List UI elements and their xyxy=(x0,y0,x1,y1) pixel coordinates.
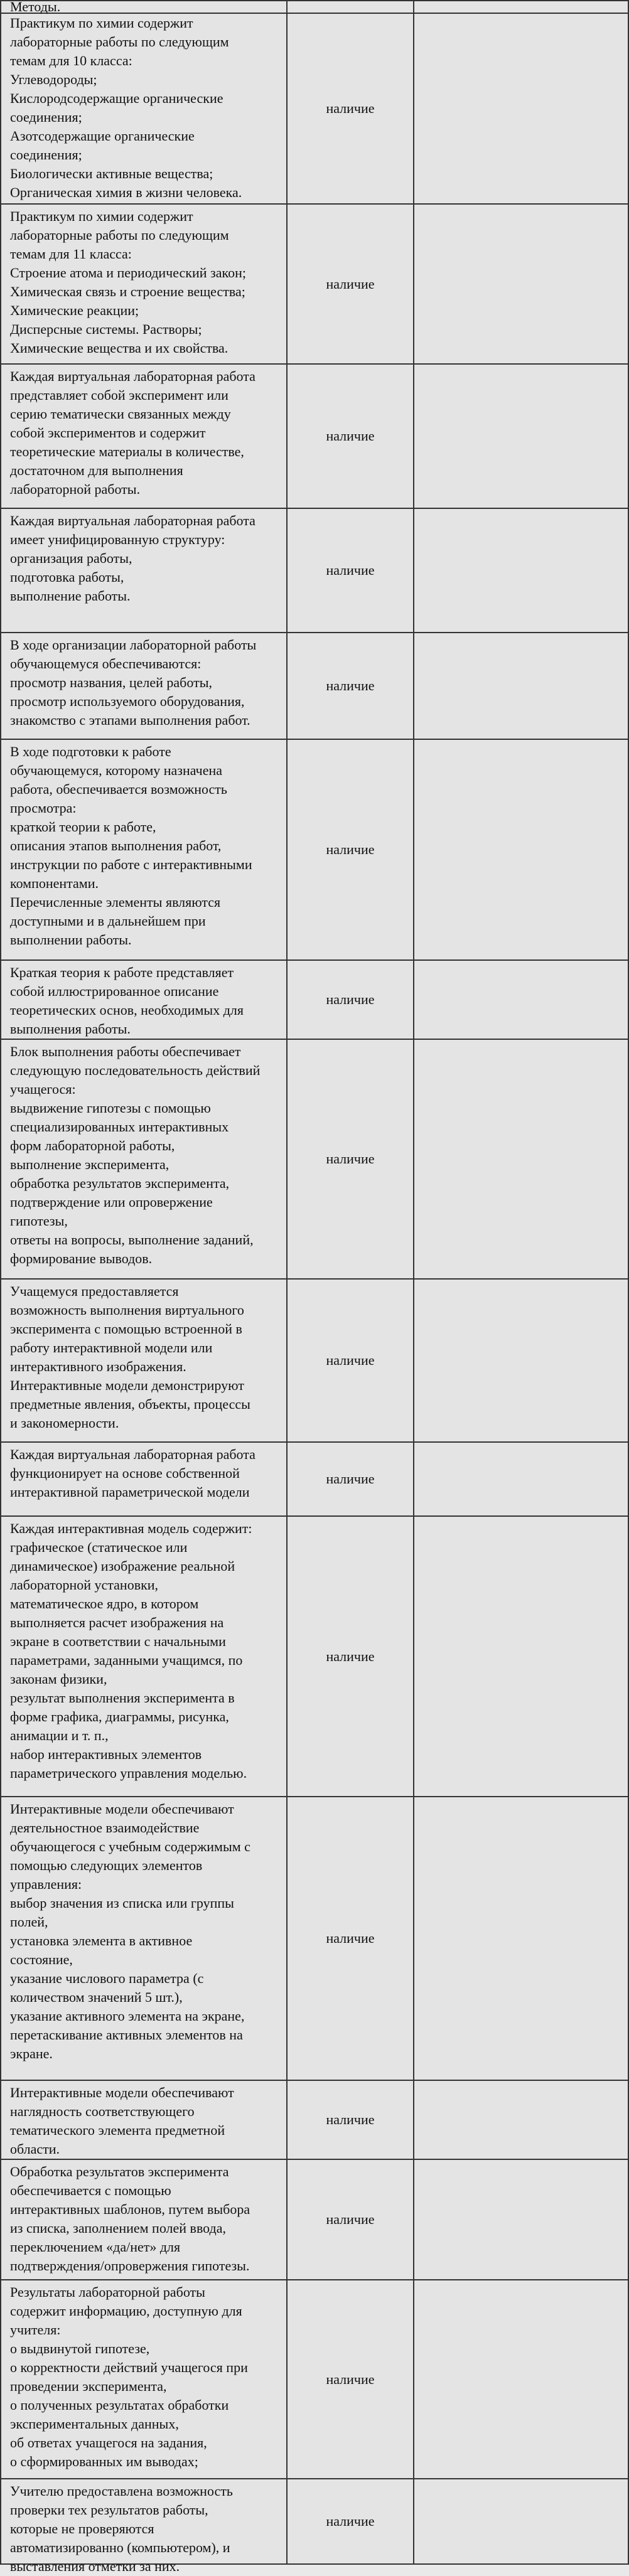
table-row xyxy=(1,960,628,1039)
requirement-line: параметрами, заданными учащимся, по xyxy=(10,1652,243,1668)
requirement-line: Практикум по химии содержит xyxy=(10,15,193,31)
notes-cell xyxy=(414,2080,628,2159)
requirement-line: лабораторные работы по следующим xyxy=(10,34,229,50)
requirements-table-body xyxy=(1,0,628,2574)
requirement-line: гипотезы, xyxy=(10,1213,68,1229)
requirement-cell xyxy=(1,13,287,204)
table-row xyxy=(1,364,628,508)
table-row xyxy=(1,739,628,960)
requirement-line: Дисперсные системы. Растворы; xyxy=(10,321,202,337)
requirement-line: работу интерактивной модели или xyxy=(10,1340,213,1355)
requirement-line: подтверждения/опровержения гипотезы. xyxy=(10,2258,250,2274)
requirement-line: просмотр названия, целей работы, xyxy=(10,675,212,690)
notes-cell xyxy=(414,1279,628,1442)
table-row xyxy=(1,2159,628,2280)
requirement-line: Практикум по химии содержит xyxy=(10,208,193,224)
requirement-line: проверки тех результатов работы, xyxy=(10,2502,208,2518)
requirement-line: математическое ядро, в котором xyxy=(10,1596,199,1611)
table-row xyxy=(1,204,628,364)
requirement-line: экране в соответствии с начальными xyxy=(10,1633,226,1649)
notes-cell xyxy=(414,960,628,1039)
notes-cell xyxy=(414,508,628,633)
requirement-line: Строение атома и периодический закон; xyxy=(10,265,246,281)
requirement-line: соединения; xyxy=(10,109,82,125)
requirement-line: деятельностное взаимодействие xyxy=(10,1820,200,1836)
requirement-cell xyxy=(1,204,287,364)
requirement-line: Каждая виртуальная лабораторная работа xyxy=(10,1446,255,1462)
requirement-cell xyxy=(1,2080,287,2159)
requirement-line: возможность выполнения виртуального xyxy=(10,1302,244,1318)
notes-cell xyxy=(414,1039,628,1279)
requirement-line: Химические вещества и их свойства. xyxy=(10,340,228,356)
requirement-line: Блок выполнения работы обеспечивает xyxy=(10,1044,241,1059)
requirement-line: Учащемуся предоставляется xyxy=(10,1283,179,1299)
requirement-line: динамическое) изображение реальной xyxy=(10,1558,235,1574)
requirement-line: управления: xyxy=(10,1876,82,1892)
requirement-line: обучающемуся, которому назначена xyxy=(10,762,222,778)
requirement-cell xyxy=(1,1039,287,1279)
requirement-line: лабораторные работы по следующим xyxy=(10,227,229,243)
value-cell: наличие xyxy=(287,1797,414,2080)
requirement-line: интерактивной параметрической модели xyxy=(10,1484,250,1500)
value-cell: наличие xyxy=(287,1039,414,1279)
requirement-line: Химическая связь и строение вещества; xyxy=(10,284,245,299)
requirement-line: выполнение эксперимента, xyxy=(10,1157,169,1172)
requirement-line: и закономерности. xyxy=(10,1415,119,1431)
requirement-line: результат выполнения эксперимента в xyxy=(10,1690,235,1706)
requirement-line: Кислородсодержащие органические xyxy=(10,90,223,106)
value-cell: наличие xyxy=(287,508,414,633)
requirement-line: знакомство с этапами выполнения работ. xyxy=(10,712,250,728)
notes-cell xyxy=(414,204,628,364)
requirement-line: форм лабораторной работы, xyxy=(10,1138,175,1153)
requirement-line: графическое (статическое или xyxy=(10,1539,188,1555)
value-cell: наличие xyxy=(287,633,414,739)
requirement-line: полей, xyxy=(10,1914,48,1930)
requirement-line: Каждая виртуальная лабораторная работа xyxy=(10,513,255,528)
table-row xyxy=(1,2479,628,2564)
requirement-line: темам для 11 класса: xyxy=(10,246,132,262)
requirement-line: обучающемуся обеспечиваются: xyxy=(10,656,202,671)
requirement-line: интерактивного изображения. xyxy=(10,1359,186,1374)
value-cell: наличие xyxy=(287,2280,414,2479)
requirement-line: просмотра: xyxy=(10,800,77,816)
notes-cell xyxy=(414,2479,628,2564)
requirement-line: учителя: xyxy=(10,2322,61,2338)
requirement-line: законам физики, xyxy=(10,1671,107,1687)
requirement-line: Интерактивные модели демонстрируют xyxy=(10,1377,244,1393)
requirement-line: представляет собой эксперимент или xyxy=(10,387,228,403)
requirement-cell xyxy=(1,508,287,633)
table-row xyxy=(1,1039,628,1279)
requirement-line: Каждая интерактивная модель содержит: xyxy=(10,1520,252,1536)
requirement-line: имеет унифицированную структуру: xyxy=(10,532,225,547)
requirement-line: выполняется расчет изображения на xyxy=(10,1615,224,1630)
requirement-line: следующую последовательность действий xyxy=(10,1062,261,1078)
requirement-line: учащегося: xyxy=(10,1081,76,1097)
value-cell: наличие xyxy=(287,204,414,364)
requirement-line: обучающегося с учебным содержимым с xyxy=(10,1839,250,1854)
requirement-line: о полученных результатах обработки xyxy=(10,2397,229,2413)
requirement-line: переключением «да/нет» для xyxy=(10,2239,181,2255)
notes-cell xyxy=(414,2159,628,2280)
value-cell: наличие xyxy=(287,2159,414,2280)
value-cell: наличие xyxy=(287,2080,414,2159)
requirement-line: инструкции по работе с интерактивными xyxy=(10,857,252,872)
requirement-line: выбор значения из списка или группы xyxy=(10,1895,234,1911)
requirement-line: Углеводороды; xyxy=(10,72,97,87)
requirement-line: экране. xyxy=(10,2046,53,2061)
requirement-line: просмотр используемого оборудования, xyxy=(10,693,245,709)
requirement-line: выполнение работы. xyxy=(10,588,131,604)
requirement-line: параметрического управления моделью. xyxy=(10,1765,247,1781)
notes-cell xyxy=(414,364,628,508)
requirement-line: области. xyxy=(10,2141,60,2157)
requirement-line: экспериментальных данных, xyxy=(10,2416,179,2432)
value-cell xyxy=(287,1,414,13)
requirement-cell xyxy=(1,364,287,508)
requirement-line: темам для 10 класса: xyxy=(10,53,132,68)
requirement-line: краткой теории к работе, xyxy=(10,819,156,835)
requirement-line: обработка результатов эксперимента, xyxy=(10,1175,230,1191)
table-row xyxy=(1,508,628,633)
requirement-line: форме графика, диаграммы, рисунка, xyxy=(10,1709,229,1724)
requirement-line: интерактивных шаблонов, путем выбора xyxy=(10,2201,250,2217)
requirement-line: В ходе организации лабораторной работы xyxy=(10,637,257,653)
table-row xyxy=(1,1516,628,1797)
value-cell: наличие xyxy=(287,960,414,1039)
requirement-line: Обработка результатов эксперимента xyxy=(10,2164,229,2179)
requirement-cell xyxy=(1,1442,287,1516)
requirement-line: Перечисленные элементы являются xyxy=(10,894,221,910)
requirement-line: набор интерактивных элементов xyxy=(10,1746,202,1762)
requirement-line: собой иллюстрированное описание xyxy=(10,983,219,999)
value-cell: наличие xyxy=(287,739,414,960)
requirement-line: Азотсодержащие органические xyxy=(10,128,195,144)
requirement-cell xyxy=(1,960,287,1039)
requirement-cell xyxy=(1,1279,287,1442)
requirement-line: анимации и т. п., xyxy=(10,1728,109,1743)
requirement-line: о сформированных им выводах; xyxy=(10,2454,198,2469)
requirement-line: Химические реакции; xyxy=(10,302,139,318)
requirement-line: об ответах учащегося на задания, xyxy=(10,2435,207,2450)
value-cell: наличие xyxy=(287,1516,414,1797)
requirement-cell xyxy=(1,1797,287,2080)
notes-cell xyxy=(414,1516,628,1797)
requirement-line: содержит информацию, доступную для xyxy=(10,2303,242,2319)
requirement-line: доступными и в дальнейшем при xyxy=(10,913,206,929)
requirement-line: Краткая теория к работе представляет xyxy=(10,965,234,980)
requirement-cell xyxy=(1,2479,287,2574)
requirement-line: количеством значений 5 шт.), xyxy=(10,1989,183,2005)
table-row xyxy=(1,1279,628,1442)
requirement-line: Интерактивные модели обеспечивают xyxy=(10,1801,234,1817)
requirement-line: Результаты лабораторной работы xyxy=(10,2284,205,2300)
requirement-line: перетаскивание активных элементов на xyxy=(10,2027,243,2043)
requirement-line: подготовка работы, xyxy=(10,569,124,585)
requirement-cell xyxy=(1,633,287,739)
table-row xyxy=(1,13,628,204)
requirement-line: работа, обеспечивается возможность xyxy=(10,781,227,797)
requirement-line: состояние, xyxy=(10,1952,73,1967)
requirement-line: лабораторной установки, xyxy=(10,1577,159,1593)
notes-cell xyxy=(414,1797,628,2080)
requirement-line: установка элемента в активное xyxy=(10,1933,193,1948)
requirement-line: теоретических основ, необходимых для xyxy=(10,1002,244,1018)
requirement-line: Органическая химия в жизни человека. xyxy=(10,184,242,200)
table-row xyxy=(1,2080,628,2159)
requirement-line: подтверждение или опровержение xyxy=(10,1194,213,1210)
requirement-line: Интерактивные модели обеспечивают xyxy=(10,2085,234,2100)
requirement-line: функционирует на основе собственной xyxy=(10,1465,240,1481)
requirement-line: выставления отметки за них. xyxy=(10,2558,180,2574)
notes-cell xyxy=(414,633,628,739)
requirement-line: специализированных интерактивных xyxy=(10,1119,229,1135)
requirement-line: указание активного элемента на экране, xyxy=(10,2008,245,2024)
notes-cell xyxy=(414,1442,628,1516)
requirement-line: Каждая виртуальная лабораторная работа xyxy=(10,368,255,384)
requirement-cell xyxy=(1,739,287,960)
value-cell: наличие xyxy=(287,2479,414,2564)
requirement-line: из списка, заполнением полей ввода, xyxy=(10,2220,227,2236)
notes-cell xyxy=(414,1,628,13)
requirement-line: о выдвинутой гипотезе, xyxy=(10,2341,150,2356)
requirement-line: тематического элемента предметной xyxy=(10,2122,225,2138)
requirement-line: теоретические материалы в количестве, xyxy=(10,444,244,459)
requirement-line: формирование выводов. xyxy=(10,1251,153,1266)
requirement-line: выполнения работы. xyxy=(10,1021,131,1037)
value-cell: наличие xyxy=(287,364,414,508)
requirement-line: Методы. xyxy=(10,0,61,14)
requirement-line: Учителю предоставлена возможность xyxy=(10,2483,233,2499)
requirement-line: собой экспериментов и содержит xyxy=(10,425,206,441)
notes-cell xyxy=(414,2280,628,2479)
requirement-line: достаточном для выполнения xyxy=(10,462,183,478)
requirement-cell xyxy=(1,2280,287,2479)
value-cell: наличие xyxy=(287,1442,414,1516)
notes-cell xyxy=(414,13,628,204)
table-row xyxy=(1,1797,628,2080)
requirement-line: ответы на вопросы, выполнение заданий, xyxy=(10,1232,254,1248)
requirement-line: организация работы, xyxy=(10,550,132,566)
requirement-line: В ходе подготовки к работе xyxy=(10,744,171,759)
requirement-line: о корректности действий учащегося при xyxy=(10,2360,248,2375)
table-row xyxy=(1,2280,628,2479)
notes-cell xyxy=(414,739,628,960)
value-cell: наличие xyxy=(287,13,414,204)
requirement-line: обеспечивается с помощью xyxy=(10,2183,171,2198)
requirement-line: помощью следующих элементов xyxy=(10,1857,203,1873)
requirement-cell xyxy=(1,2159,287,2280)
requirement-line: указание числового параметра (с xyxy=(10,1970,204,1986)
requirement-line: которые не проверяются xyxy=(10,2521,154,2536)
requirement-line: описания этапов выполнения работ, xyxy=(10,838,222,853)
requirement-line: серию тематически связанных между xyxy=(10,406,231,422)
requirement-line: наглядность соответствующего xyxy=(10,2103,195,2119)
table-row xyxy=(1,1442,628,1516)
requirement-line: автоматизированно (компьютером), и xyxy=(10,2540,230,2555)
requirement-line: лабораторной работы. xyxy=(10,481,141,497)
table-row xyxy=(1,633,628,739)
requirement-line: предметные явления, объекты, процессы xyxy=(10,1396,250,1412)
requirement-line: компонентами. xyxy=(10,875,99,891)
requirement-line: соединения; xyxy=(10,147,82,163)
requirement-cell xyxy=(1,1516,287,1797)
requirement-line: выполнении работы. xyxy=(10,932,132,948)
requirement-line: эксперимента с помощью встроенной в xyxy=(10,1321,242,1337)
requirement-line: проведении эксперимента, xyxy=(10,2378,167,2394)
requirement-line: выдвижение гипотезы с помощью xyxy=(10,1100,211,1116)
value-cell: наличие xyxy=(287,1279,414,1442)
requirement-line: Биологически активные вещества; xyxy=(10,166,213,181)
